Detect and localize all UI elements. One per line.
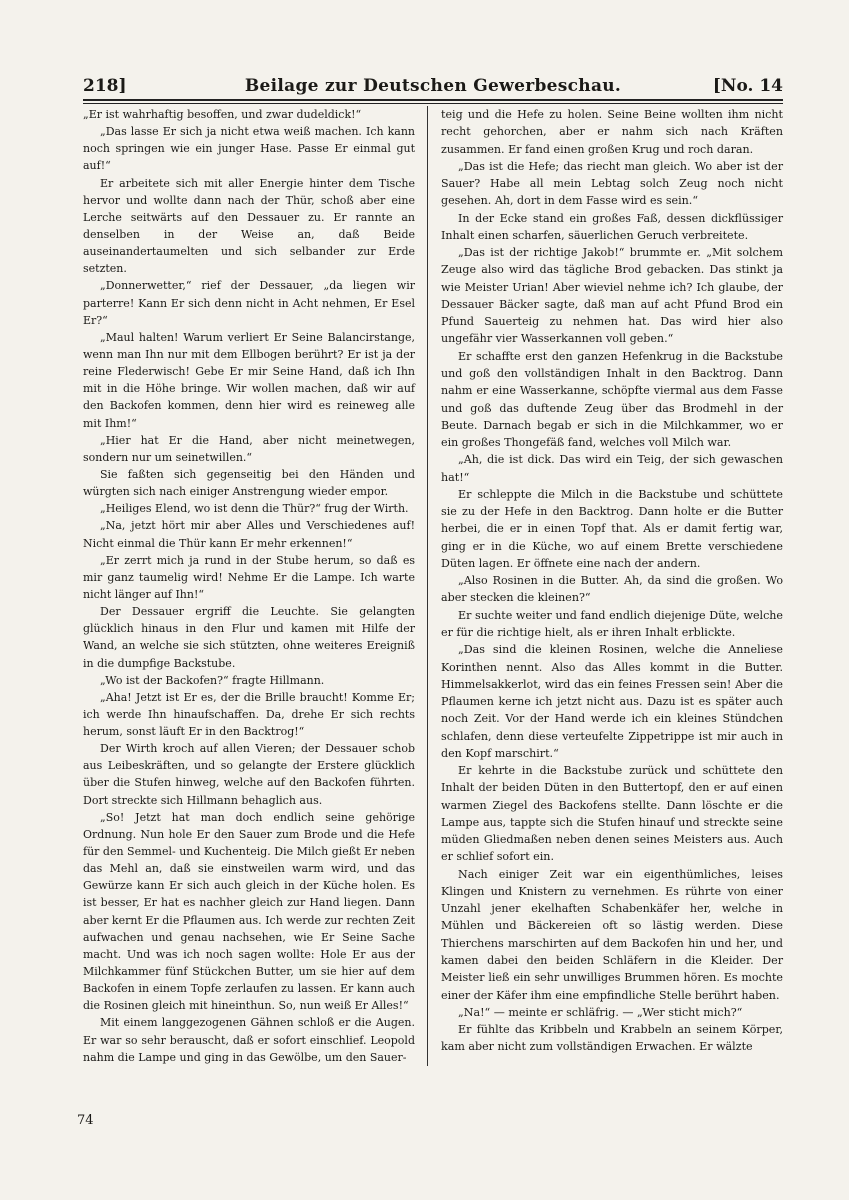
- paragraph: „Maul halten! Warum verliert Er Seine Balancirstange, wenn man Ihn nur mit dem Ellbogen berührt? Er ist ja der reine Flederwisch! Gebe Er mir Seine Hand, daß ich Ihn mit in die Höhe bringe. Wir wollen machen, daß wir auf den Backofen kommen, denn hier wird es reineweg alle mit Ihm!“: [83, 330, 415, 430]
- paragraph: „Er zerrt mich ja rund in der Stube herum, so daß es mir ganz taumelig wird! Nehme Er die Lampe. Ich warte nicht länger auf Ihn!“: [83, 553, 415, 601]
- paragraph: „So! Jetzt hat man doch endlich seine gehörige Ordnung. Nun hole Er den Sauer zum Brode und die Hefe für den Semmel- und Kuchenteig. Die Milch gießt Er neben das Mehl an, daß sie einstweilen warm wird, und das Gewürze kann Er sich auch gleich in der Küche holen. Es ist besser, Er hat es nachher gleich zur Hand liegen. Dann aber kernt Er die Pflaumen aus. Ich werde zur rechten Zeit aufwachen und genau nachsehen, wie Er Seine Sache macht. Und was ich noch sagen wollte: Hole Er aus der Milchkammer fünf Stückchen Butter, um sie hier auf dem Backofen in einem Topfe zerlaufen zu lassen. Er kann auch die Rosinen gleich mit hineinthun. So, nun weiß Er Alles!“: [83, 810, 416, 1013]
- paragraph: „Also Rosinen in die Butter. Ah, da sind die großen. Wo aber stecken die kleinen?“: [441, 574, 783, 605]
- paragraph: Der Dessauer ergriff die Leuchte. Sie gelangten glücklich hinaus in den Flur und kamen mit Hilfe der Wand, an welche sie sich stützten, ohne weiteres Ereigniß in die dumpfige Backstube.: [83, 605, 415, 670]
- paragraph: „Na!“ — meinte er schläfrig. — „Wer sticht mich?“: [458, 1005, 743, 1019]
- paragraph: „Ah, die ist dick. Das wird ein Teig, der sich gewaschen hat!“: [441, 453, 783, 484]
- paragraph: „Das lasse Er sich ja nicht etwa weiß machen. Ich kann noch springen wie ein junger Hase. Passe Er einmal gut auf!“: [83, 125, 415, 173]
- paragraph: „Das ist die Hefe; das riecht man gleich. Wo aber ist der Sauer? Habe all mein Lebtag solch Zeug noch nicht gesehen. Ah, dort in dem Fasse wird es sein.“: [441, 159, 783, 208]
- publication-title: Beilage zur Deutschen Gewerbeschau.: [244, 76, 622, 96]
- footer-number: 74: [77, 1113, 94, 1128]
- paragraph: Er schleppte die Milch in die Backstube und schüttete sie zu der Hefe in den Backtrog. Dann holte er die Butter herbei, die er in einen Topf that. Als er damit fertig war, ging er in die Küche, wo auf einem Brette verschiedene Düten lagen. Er öffnete eine nach der andern.: [441, 487, 783, 570]
- paragraph: Der Wirth kroch auf allen Vieren; der Dessauer schob aus Leibeskräften, und so gelangte der Erstere glücklich über die Stufen hinweg, welche auf den Backofen führten. Dort streckte sich Hillmann behaglich aus.: [83, 742, 415, 807]
- paragraph: „Hier hat Er die Hand, aber nicht meinetwegen, sondern nur um seinetwillen.“: [83, 433, 415, 464]
- page-number: 218]: [83, 76, 127, 96]
- paragraph: „Donnerwetter,“ rief der Dessauer, „da liegen wir parterre! Kann Er sich denn nicht in Acht nehmen, Er Esel Er?“: [83, 279, 415, 327]
- paragraph: „Wo ist der Backofen?“ fragte Hillmann.: [100, 673, 325, 687]
- paragraph: Er suchte weiter und fand endlich diejenige Düte, welche er für die richtige hielt, als er ihren Inhalt erblickte.: [441, 608, 783, 639]
- paragraph: „Na, jetzt hört mir aber Alles und Verschiedenes auf! Nicht einmal die Thür kann Er mehr erkennen!“: [83, 519, 415, 550]
- paragraph: Er fühlte das Kribbeln und Krabbeln an seinem Körper, kam aber nicht zum vollständigen Erwachen. Er wälzte: [441, 1023, 783, 1054]
- paragraph: „Heiliges Elend, wo ist denn die Thür?“ frug der Wirth.: [100, 502, 409, 516]
- header-rule-thin: [83, 103, 783, 104]
- column-separator: [427, 106, 428, 1066]
- right-column: [441, 106, 783, 1056]
- paragraph: Er kehrte in die Backstube zurück und schüttete den Inhalt der beiden Düten in den Buttertopf, den er auf einen warmen Ziegel des Backofens stellte. Dann löschte er die Lampe aus, tappte sich die Stufen hinauf und streckte seine müden Gliedmaßen neben denen seines Meisters aus. Auch er schlief sofort ein.: [441, 764, 783, 864]
- paragraph: „Er ist wahrhaftig besoffen, und zwar dudeldick!“: [83, 108, 362, 121]
- header-rule: [83, 99, 783, 101]
- issue-number: [No. 14: [712, 76, 783, 96]
- paragraph: „Das ist der richtige Jakob!“ brummte er. „Mit solchem Zeuge also wird das tägliche Brod gebacken. Das stinkt ja wie Meister Urian! Aber wieviel nehme ich? Ich glaube, der Dessauer Bäcker sagte, daß man auf acht Pfund Brod ein Pfund Sauerteig zu nehmen hat. Das wird hier also ungefähr vier Wasserkannen voll geben.“: [441, 246, 783, 346]
- paragraph: teig und die Hefe zu holen. Seine Beine wollten ihm nicht recht gehorchen, aber er nahm sich nach Kräften zusammen. Er fand einen großen Krug und roch daran.: [441, 108, 783, 156]
- left-column: [83, 106, 415, 1066]
- paragraph: In der Ecke stand ein großes Faß, dessen dickflüssiger Inhalt einen scharfen, säuerlichen Geruch verbreitete.: [441, 211, 783, 242]
- paragraph: „Aha! Jetzt ist Er es, der die Brille braucht! Komme Er; ich werde Ihn hinaufschaffen. Da, drehe Er sich rechts herum, sonst läuft Er in den Backtrog!“: [83, 690, 415, 739]
- page-header: [83, 76, 783, 100]
- paragraph: „Das sind die kleinen Rosinen, welche die Anneliese Korinthen nennt. Also das Alles kommt in die Butter. Himmelsakkerlot, wird das ein feines Fressen sein! Aber die Pflaumen kerne ich jetzt nicht aus. Dazu ist es später auch noch Zeit. Vor der Hand werde ich ein kleines Stündchen schlafen, denn diese verteufelte Zippetrippe ist mir auch in den Kopf marschirt.“: [441, 643, 783, 760]
- paragraph: Nach einiger Zeit war ein eigenthümliches, leises Klingen und Knistern zu vernehmen. Es rührte von einer Unzahl jener ekelhaften Schabenkäfer her, welche in Mühlen und Bäckereien oft so lästig werden. Diese Thierchens marschirten auf dem Backofen hin und her, und kamen dabei den beiden Schläfern in die Kleider. Der Meister ließ ein sehr unwilliges Brummen hören. Es mochte einer der Käfer ihm eine empfindliche Stelle berührt haben.: [441, 867, 783, 1002]
- paragraph: Er schaffte erst den ganzen Hefenkrug in die Backstube und goß den vollständigen Inhalt in den Backtrog. Dann nahm er eine Wasserkanne, schöpfte viermal aus dem Fasse und goß das duftende Zeug über das Brodmehl in der Beute. Darnach begab er sich in die Milchkammer, wo er ein großes Thongefäß fand, welches voll Milch war.: [441, 349, 783, 450]
- paragraph: Mit einem langgezogenen Gähnen schloß er die Augen. Er war so sehr berauscht, daß er sofort einschlief. Leopold nahm die Lampe und ging in das Gewölbe, um den Sauer-: [83, 1016, 415, 1064]
- paragraph: Sie faßten sich gegenseitig bei den Händen und würgten sich nach einiger Anstrengung wieder empor.: [83, 467, 415, 499]
- paragraph: Er arbeitete sich mit aller Energie hinter dem Tische hervor und wollte dann nach der Thür, schoß aber eine Lerche seitwärts auf den Dessauer zu. Er rannte an denselben in der Weise an, daß Beide auseinandertaumelten und sich selbander zur Erde setzten.: [83, 176, 415, 276]
